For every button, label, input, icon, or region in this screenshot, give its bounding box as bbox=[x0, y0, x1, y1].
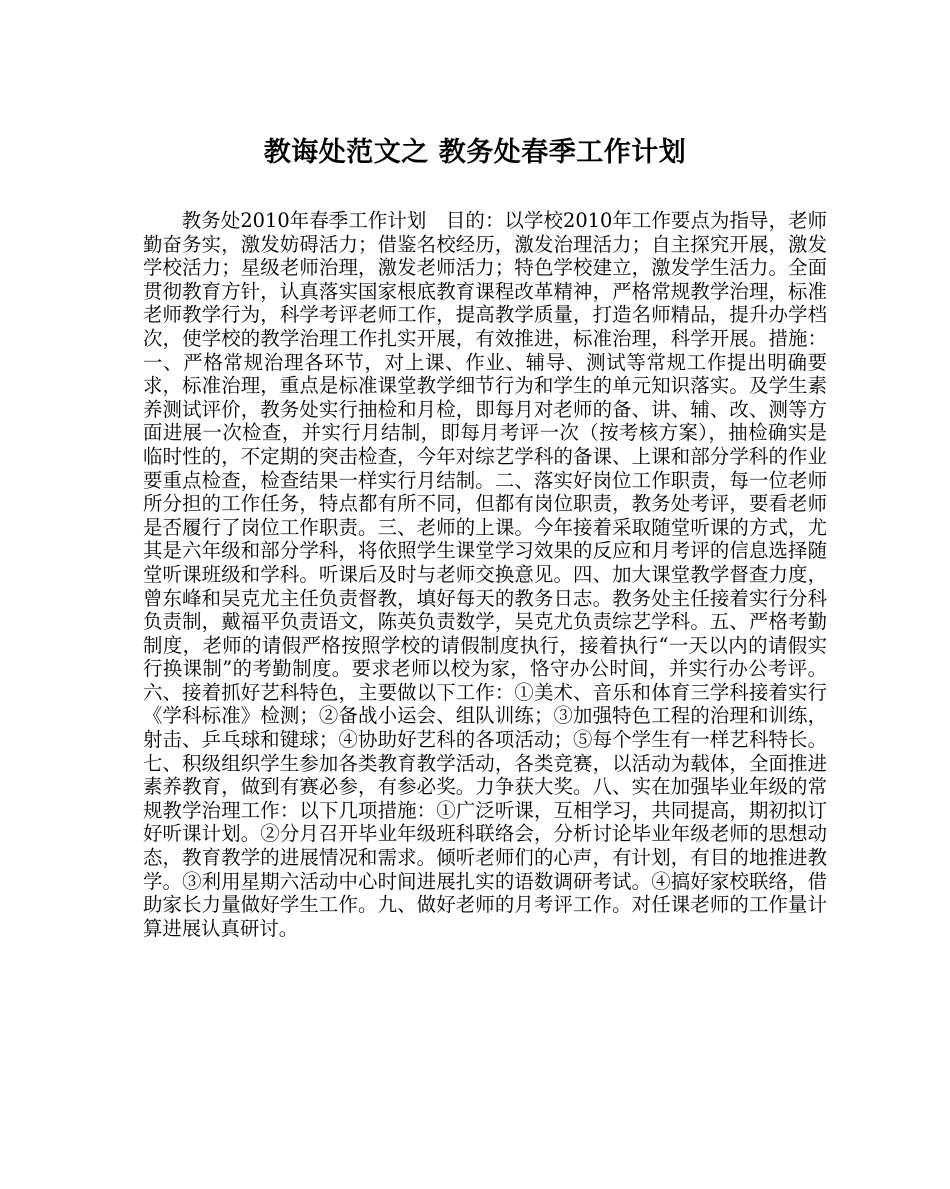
document-title: 教诲处范文之 教务处春季工作计划 bbox=[263, 137, 687, 168]
document-body-paragraph: 教务处2010年春季工作计划 目的：以学校2010年工作要点为指导，老师勤奋务实，激发妨碍活力；借鉴名校经历，激发治理活力；自主探究开展，激发学校活力；星级老师治理，激发老师活力；特色学校建立，激发学生活力。全面贯彻教育方针，认真落实国家根底教育课程改革精神，严格常规教学治理，标准老师教学行为，科学考评老师工作，提高教学质量，打造名师精品，提升办学档次，使学校的教学治理工作扎实开展，有效推进，标准治理，科学开展。措施：一、严格常规治理各环节，对上课、作业、辅导、测试等常规工作提出明确要求，标准治理，重点是标准课堂教学细节行为和学生的单元知识落实。及学生素养测试评价，教务处实行抽检和月检，即每月对老师的备、讲、辅、改、测等方面进展一次检查，并实行月结制，即每月考评一次（按考核方案），抽检确实是临时性的，不定期的突击检查，今年对综艺学科的备课、上课和部分学科的作业要重点检查，检查结果一样实行月结制。二、落实好岗位工作职责，每一位老师所分担的工作任务，特点都有所不同，但都有岗位职责，教务处考评，要看老师是否履行了岗位工作职责。三、老师的上课。今年接着采取随堂听课的方式，尤其是六年级和部分学科，将依照学生课堂学习效果的反应和月考评的信息选择随堂听课班级和学科。听课后及时与老师交换意见。四、加大课堂教学督查力度，曾东峰和吴克尤主任负责督教，填好每天的教务日志。教务处主任接着实行分科负责制，戴福平负责语文，陈英负责数学，吴克尤负责综艺学科。五、严格考勤制度，老师的请假严格按照学校的请假制度执行，接着执行“一天以内的请假实行换课制”的考勤制度。要求老师以校为家，恪守办公时间，并实行办公考评。六、接着抓好艺科特色，主要做以下工作：①美术、音乐和体育三学科接着实行《学科标准》检测；②备战小运会、组队训练；③加强特色工程的治理和训练，射击、乒乓球和键球；④协助好艺科的各项活动；⑤每个学生有一样艺科特长。七、积级组织学生参加各类教育教学活动，各类竞赛，以活动为载体，全面推进素养教育，做到有赛必参，有参必奖。力争获大奖。八、实在加强毕业年级的常规教学治理工作：以下几项措施：①广泛听课，互相学习，共同提高，期初拟订好听课计划。②分月召开毕业年级班科联络会，分析讨论毕业年级老师的思想动态，教育教学的进展情况和需求。倾听老师们的心声，有计划，有目的地推进教学。③利用星期六活动中心时间进展扎实的语数调研考试。④搞好家校联络，借助家长力量做好学生工作。九、做好老师的月考评工作。对任课老师的工作量计算进展认真研讨。 bbox=[143, 209, 827, 940]
